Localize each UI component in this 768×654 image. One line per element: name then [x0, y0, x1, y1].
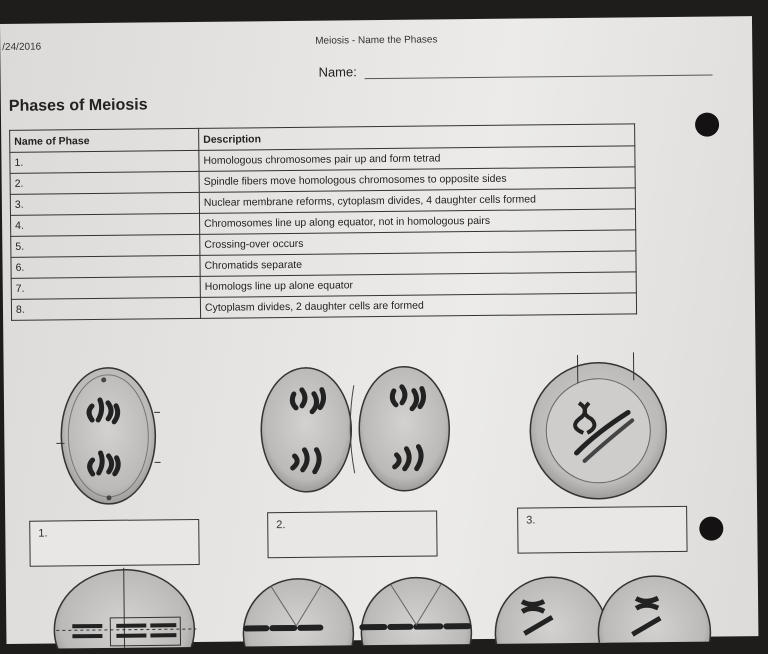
phase-name-cell[interactable]: 8. — [11, 297, 200, 320]
description-cell: Nuclear membrane reforms, cytoplasm divides, 4 daughter cells formed — [199, 188, 635, 214]
cell-diagram-5 — [243, 577, 472, 649]
description-cell: Crossing-over occurs — [200, 230, 636, 256]
punch-hole — [695, 112, 719, 136]
description-cell: Spindle fibers move homologous chromosomes to opposite sides — [199, 167, 635, 193]
cell-diagrams — [3, 341, 758, 649]
cell-diagram-2 — [261, 366, 450, 492]
phase-name-cell[interactable]: 7. — [11, 276, 200, 299]
date-stamp: /24/2016 — [2, 42, 41, 53]
description-cell: Chromatids separate — [200, 251, 636, 277]
worksheet-page — [0, 16, 758, 644]
phase-name-cell[interactable]: 2. — [10, 171, 199, 194]
column-header: Name of Phase — [10, 128, 199, 152]
page-title: Phases of Meiosis — [9, 96, 148, 115]
cell-diagram-4 — [54, 567, 197, 649]
description-cell: Cytoplasm divides, 2 daughter cells are formed — [200, 293, 636, 319]
cell-illustrations — [3, 341, 758, 649]
phase-name-cell[interactable]: 3. — [10, 192, 199, 215]
cell-diagram-6 — [495, 576, 711, 649]
description-cell: Homologs line up alone equator — [200, 272, 636, 298]
box-number: 2. — [276, 519, 285, 531]
box-number: 1. — [38, 528, 47, 540]
phases-table — [9, 123, 637, 321]
box-number: 3. — [526, 514, 535, 526]
name-label: Name: — [318, 64, 356, 79]
phase-name-cell[interactable]: 4. — [11, 213, 200, 236]
column-header: Description — [199, 124, 635, 151]
description-cell: Chromosomes line up along equator, not in homologous pairs — [199, 209, 635, 235]
cell-diagram-3 — [529, 352, 667, 499]
name-line[interactable] — [365, 75, 713, 80]
phase-name-cell[interactable]: 6. — [11, 255, 200, 278]
description-cell: Homologous chromosomes pair up and form tetrad — [199, 146, 635, 172]
worksheet-title: Meiosis - Name the Phases — [315, 34, 437, 46]
phase-name-cell[interactable]: 1. — [10, 150, 199, 173]
answer-box-2[interactable] — [267, 510, 437, 558]
phase-name-cell[interactable]: 5. — [11, 234, 200, 257]
cell-diagram-1 — [56, 367, 161, 504]
answer-box-3[interactable] — [517, 506, 687, 554]
answer-box-1[interactable] — [29, 519, 199, 567]
